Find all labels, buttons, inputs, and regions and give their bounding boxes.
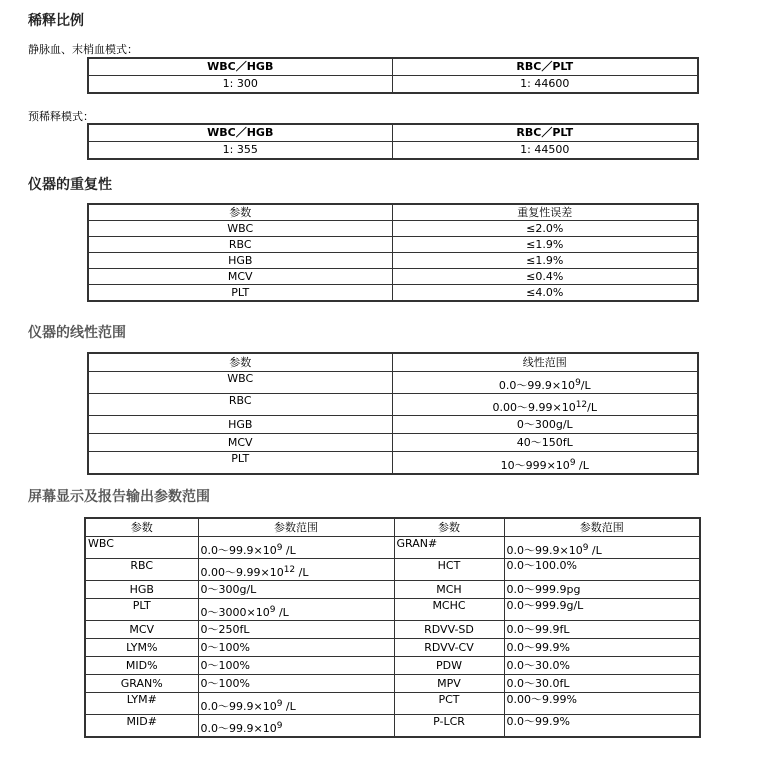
param-cell: PCT bbox=[394, 693, 504, 715]
range-cell: $0.0\sim 99.9\times 10^9/L$ bbox=[392, 372, 698, 394]
value-cell: ≤1.9% bbox=[392, 237, 698, 253]
table-row bbox=[88, 269, 698, 285]
param-cell: MCV bbox=[88, 269, 392, 285]
range-cell: 0.0～999.9pg bbox=[504, 581, 700, 599]
table-row bbox=[88, 434, 698, 452]
param-cell: HGB bbox=[85, 581, 198, 599]
range-cell: $0.0\sim 99.9\times 10^9$ /L bbox=[504, 537, 700, 559]
range-cell: 0.00～9.99% bbox=[504, 693, 700, 715]
table-header-row bbox=[88, 58, 698, 76]
dilution-title: 稀释比例 bbox=[28, 13, 84, 29]
table-row bbox=[85, 621, 700, 639]
param-cell: MID% bbox=[85, 657, 198, 675]
value-cell: ≤4.0% bbox=[392, 285, 698, 302]
repeatability-title: 仪器的重复性 bbox=[28, 177, 112, 193]
param-cell: MID# bbox=[85, 715, 198, 737]
value-cell: 1: 355 bbox=[88, 142, 392, 160]
param-cell: WBC bbox=[88, 221, 392, 237]
table-row bbox=[85, 537, 700, 559]
param-cell: MPV bbox=[394, 675, 504, 693]
table-row bbox=[88, 237, 698, 253]
range-cell: $0\sim 3000\times 10^9$ /L bbox=[198, 599, 394, 621]
dilution-table-mode1 bbox=[87, 57, 699, 94]
range-cell: 0.0～99.9fL bbox=[504, 621, 700, 639]
table-header-row bbox=[85, 518, 700, 537]
range-cell: 40～150fL bbox=[392, 434, 698, 452]
header-cell: RBC／PLT bbox=[392, 58, 698, 76]
range-cell: 0～100% bbox=[198, 657, 394, 675]
table-row bbox=[88, 416, 698, 434]
value-cell: 1: 300 bbox=[88, 76, 392, 94]
header-cell: 参数范围 bbox=[198, 518, 394, 537]
header-cell: 重复性误差 bbox=[392, 204, 698, 221]
table-row bbox=[88, 394, 698, 416]
param-cell: GRAN# bbox=[394, 537, 504, 559]
param-cell: PLT bbox=[85, 599, 198, 621]
param-cell: GRAN% bbox=[85, 675, 198, 693]
header-cell: WBC／HGB bbox=[88, 124, 392, 142]
param-cell: LYM% bbox=[85, 639, 198, 657]
table-row bbox=[88, 76, 698, 94]
range-cell: 0～300g/L bbox=[392, 416, 698, 434]
param-cell: HGB bbox=[88, 253, 392, 269]
param-cell: HCT bbox=[394, 559, 504, 581]
display-range-table bbox=[84, 517, 701, 738]
table-row bbox=[85, 559, 700, 581]
value-cell: ≤0.4% bbox=[392, 269, 698, 285]
value-cell: 1: 44500 bbox=[392, 142, 698, 160]
header-cell: 参数 bbox=[85, 518, 198, 537]
param-cell: MCV bbox=[85, 621, 198, 639]
table-row bbox=[85, 693, 700, 715]
param-cell: MCHC bbox=[394, 599, 504, 621]
value-cell: 1: 44600 bbox=[392, 76, 698, 94]
table-row bbox=[85, 675, 700, 693]
table-row bbox=[85, 657, 700, 675]
table-row bbox=[88, 142, 698, 160]
param-cell: WBC bbox=[85, 537, 198, 559]
table-row bbox=[88, 372, 698, 394]
table-row bbox=[88, 452, 698, 474]
range-cell: 0.0～99.9% bbox=[504, 715, 700, 737]
header-cell: 参数范围 bbox=[504, 518, 700, 537]
value-cell: ≤1.9% bbox=[392, 253, 698, 269]
table-row bbox=[85, 599, 700, 621]
param-cell: RBC bbox=[88, 237, 392, 253]
range-cell: 0.0～999.9g/L bbox=[504, 599, 700, 621]
range-cell: $0.00\sim 9.99\times 10^{12}$ /L bbox=[198, 559, 394, 581]
range-cell: 0～250fL bbox=[198, 621, 394, 639]
table-row bbox=[85, 639, 700, 657]
header-cell: RBC／PLT bbox=[392, 124, 698, 142]
param-cell: PLT bbox=[88, 452, 392, 474]
param-cell: MCV bbox=[88, 434, 392, 452]
param-cell: MCH bbox=[394, 581, 504, 599]
range-cell: $0.0\sim 99.9\times 10^9$ bbox=[198, 715, 394, 737]
dilution-table-mode2 bbox=[87, 123, 699, 160]
range-cell: 0.0～30.0fL bbox=[504, 675, 700, 693]
repeatability-table bbox=[87, 203, 699, 302]
param-cell: RBC bbox=[85, 559, 198, 581]
param-cell: RDVV-CV bbox=[394, 639, 504, 657]
table-header-row bbox=[88, 204, 698, 221]
param-cell: RDVV-SD bbox=[394, 621, 504, 639]
header-cell: WBC／HGB bbox=[88, 58, 392, 76]
param-cell: WBC bbox=[88, 372, 392, 394]
param-cell: PLT bbox=[88, 285, 392, 302]
range-cell: 0.0～30.0% bbox=[504, 657, 700, 675]
range-cell: 0～100% bbox=[198, 639, 394, 657]
range-cell: $0.0\sim 99.9\times 10^9$ /L bbox=[198, 537, 394, 559]
header-cell: 参数 bbox=[394, 518, 504, 537]
header-cell: 参数 bbox=[88, 353, 392, 372]
range-cell: $10\sim 999\times 10^9$ /L bbox=[392, 452, 698, 474]
range-cell: 0.0～100.0% bbox=[504, 559, 700, 581]
param-cell: RBC bbox=[88, 394, 392, 416]
param-cell: HGB bbox=[88, 416, 392, 434]
linearity-title: 仪器的线性范围 bbox=[28, 325, 126, 341]
value-cell: ≤2.0% bbox=[392, 221, 698, 237]
table-row bbox=[88, 285, 698, 302]
param-cell: LYM# bbox=[85, 693, 198, 715]
range-cell: $0.0\sim 99.9\times 10^9$ /L bbox=[198, 693, 394, 715]
mode1-label: 静脉血、末梢血模式： bbox=[28, 43, 138, 56]
table-row bbox=[85, 581, 700, 599]
param-cell: P-LCR bbox=[394, 715, 504, 737]
table-header-row bbox=[88, 353, 698, 372]
linearity-table bbox=[87, 352, 699, 475]
range-cell: 0～100% bbox=[198, 675, 394, 693]
table-row bbox=[85, 715, 700, 737]
display-range-title: 屏幕显示及报告输出参数范围 bbox=[28, 489, 210, 505]
param-cell: PDW bbox=[394, 657, 504, 675]
range-cell: 0.0～99.9% bbox=[504, 639, 700, 657]
table-row bbox=[88, 221, 698, 237]
table-row bbox=[88, 253, 698, 269]
range-cell: 0～300g/L bbox=[198, 581, 394, 599]
header-cell: 线性范围 bbox=[392, 353, 698, 372]
range-cell: $0.00\sim 9.99\times 10^{12}/L$ bbox=[392, 394, 698, 416]
header-cell: 参数 bbox=[88, 204, 392, 221]
mode2-label: 预稀释模式： bbox=[28, 110, 94, 123]
table-header-row bbox=[88, 124, 698, 142]
